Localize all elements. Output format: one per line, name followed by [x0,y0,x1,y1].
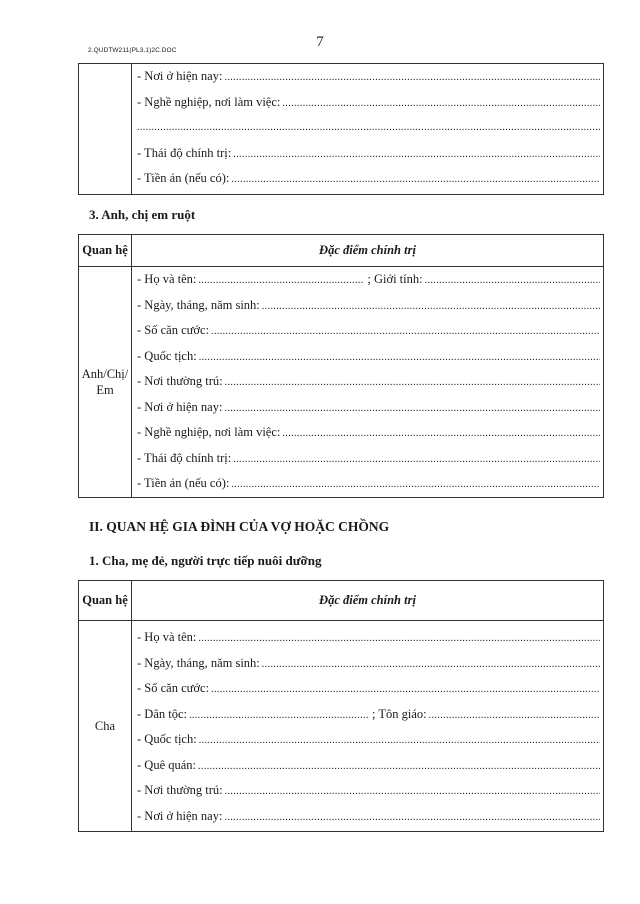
form-field-line [132,293,603,319]
column-header-relation: Quan hệ [79,235,132,267]
form-field-line [132,471,603,497]
fill-in-dots[interactable] [224,805,600,830]
field-label: - Ngày, tháng, năm sinh: [137,297,260,312]
form-field-line [132,676,603,702]
fill-in-dots[interactable] [198,626,600,651]
fill-in-dots[interactable] [224,396,600,421]
fill-in-dots[interactable] [262,652,600,677]
field-label-secondary: ; Giới tính: [367,272,423,286]
form-field-line [132,395,603,421]
field-label: - Tiền án (nếu có): [137,171,230,185]
field-label: - Thái độ chính trị: [137,450,232,465]
field-label: - Số căn cước: [137,681,210,695]
form-field-line [132,141,603,167]
relation-value: Anh/Chị/ Em [79,267,132,498]
fill-in-dots[interactable] [425,268,600,293]
field-label: - Nơi ở hiện nay: [137,808,223,823]
form-field-line [132,778,603,804]
form-field-line [132,90,603,116]
field-lines [132,64,603,192]
field-label: - Nơi thường trú: [137,783,223,797]
field-label: - Quê quán: [137,757,197,772]
fill-in-dots[interactable] [233,447,600,472]
fill-in-dots[interactable] [198,754,600,779]
form-field-line [132,64,603,90]
field-label-secondary: ; Tôn giáo: [371,706,427,721]
fill-in-dots[interactable] [225,779,600,804]
relation-cell-empty [79,64,132,195]
fill-in-dots[interactable] [211,677,600,702]
form-field-line [132,804,603,830]
form-field-line [132,702,603,728]
fill-in-dots[interactable] [225,370,600,395]
column-header-characteristics: Đặc điểm chính trị [132,235,604,267]
field-label: - Quốc tịch: [137,732,197,746]
form-field-line [132,369,603,395]
form-field-line [132,625,603,651]
fill-in-dots[interactable] [199,728,600,753]
fill-in-dots[interactable] [282,91,600,116]
siblings-table [78,234,604,498]
fill-in-dots[interactable] [137,115,600,141]
fill-in-dots[interactable] [224,65,600,90]
section-heading-spouse-family: II. QUAN HỆ GIA ĐÌNH CỦA VỢ HOẶC CHỒNG [89,519,390,534]
field-label: - Nghề nghiệp, nơi làm việc: [137,425,281,439]
column-header-characteristics: Đặc điểm chính trị [132,581,604,621]
fields-cell [132,621,604,832]
fill-in-dots[interactable] [429,703,600,728]
continued-table [78,63,604,195]
fields-cell [132,64,604,195]
field-label: - Số căn cước: [137,323,210,337]
form-field-line [132,420,603,446]
field-lines [132,625,603,829]
form-field-line [132,344,603,370]
field-label: - Nơi ở hiện nay: [137,399,223,414]
form-field-line [132,267,603,293]
form-field-line [132,166,603,192]
fill-in-dots[interactable] [233,142,600,167]
field-label: - Họ và tên: [137,272,197,286]
field-label: - Ngày, tháng, năm sinh: [137,655,260,670]
field-label: - Họ và tên: [137,630,197,644]
fill-in-dots[interactable] [211,319,600,344]
document-code: 2.QUDTW211(PL3.1)2C.DOC [88,47,177,54]
fill-in-dots[interactable] [262,294,600,319]
form-field-line [132,753,603,779]
field-label: - Nơi thường trú: [137,374,223,388]
fill-in-dots[interactable] [198,268,364,293]
fields-cell [132,267,604,498]
parents-table [78,580,604,832]
section-heading-siblings: 3. Anh, chị em ruột [89,207,196,222]
column-header-relation: Quan hệ [79,581,132,621]
form-field-line [132,446,603,472]
field-lines [132,267,603,497]
fill-in-dots[interactable] [231,167,600,192]
field-label: - Nơi ở hiện nay: [137,69,223,83]
form-field-line [132,115,603,141]
field-label: - Quốc tịch: [137,348,197,363]
relation-value: Cha [79,621,132,832]
field-label: - Thái độ chính trị: [137,145,232,160]
fill-in-dots[interactable] [189,703,369,728]
form-field-line [132,727,603,753]
fill-in-dots[interactable] [231,472,600,497]
form-field-line [132,318,603,344]
form-field-line [132,651,603,677]
field-label: - Nghề nghiệp, nơi làm việc: [137,94,281,109]
fill-in-dots[interactable] [199,345,600,370]
field-label: - Tiền án (nếu có): [137,476,230,490]
field-label: - Dân tộc: [137,706,187,721]
page-number: 7 [316,34,324,50]
section-heading-parents: 1. Cha, mẹ đẻ, người trực tiếp nuôi dưỡng [89,553,322,568]
fill-in-dots[interactable] [282,421,600,446]
